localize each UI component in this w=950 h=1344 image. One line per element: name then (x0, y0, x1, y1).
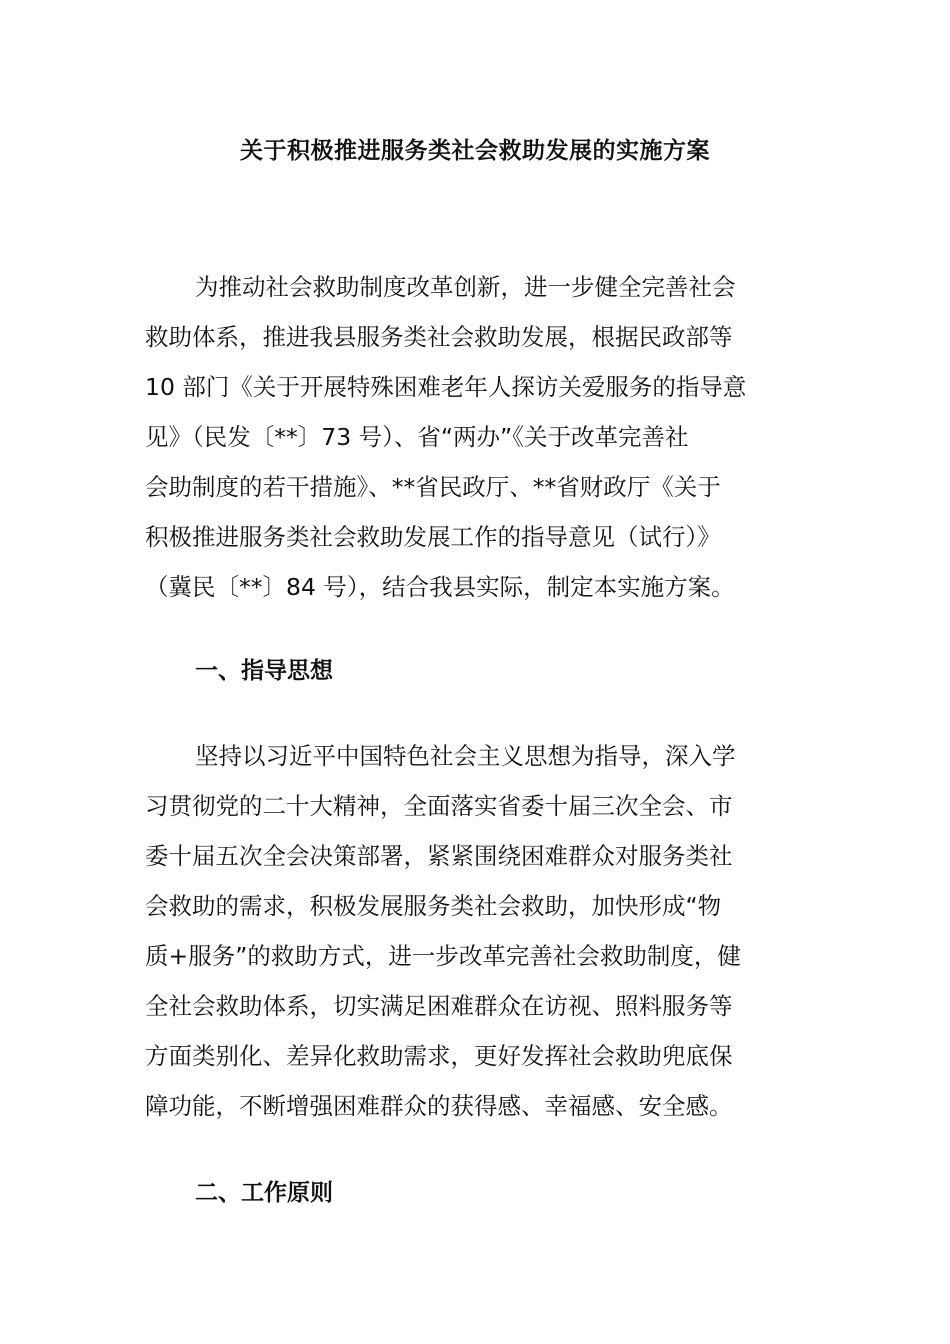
paragraph-line: 救助体系，推进我县服务类社会救助发展，根据民政部等 (145, 323, 733, 351)
paragraph-line: （冀民〔**〕84 号），结合我县实际，制定本实施方案。 (145, 573, 735, 601)
paragraph-line: 委十届五次全会决策部署，紧紧围绕困难群众对服务类社 (145, 842, 733, 870)
guiding-ideology-paragraph (145, 731, 805, 1131)
paragraph-line: 方面类别化、差异化救助需求，更好发挥社会救助兜底保 (145, 1042, 733, 1070)
paragraph-line: 障功能，不断增强困难群众的获得感、幸福感、安全感。 (145, 1092, 733, 1120)
document-title: 关于积极推进服务类社会救助发展的实施方案 (240, 138, 710, 164)
paragraph-line: 全社会救助体系，切实满足困难群众在访视、照料服务等 (145, 992, 733, 1020)
paragraph-line: 会救助的需求，积极发展服务类社会救助，加快形成“物 (145, 892, 722, 920)
paragraph-line: 积极推进服务类社会救助发展工作的指导意见（试行）》 (145, 523, 721, 551)
paragraph-line: 质+服务”的救助方式，进一步改革完善社会救助制度，健 (145, 942, 741, 970)
section-heading-guiding-ideology: 一、指导思想 (195, 658, 333, 684)
intro-paragraph (145, 262, 805, 612)
paragraph-line: 为推动社会救助制度改革创新，进一步健全完善社会 (195, 273, 736, 301)
paragraph-line: 习贯彻党的二十大精神，全面落实省委十届三次全会、市 (145, 792, 733, 820)
section-heading-work-principles: 二、工作原则 (195, 1180, 333, 1206)
paragraph-line: 坚持以习近平中国特色社会主义思想为指导，深入学 (195, 742, 736, 770)
paragraph-line: 见》（民发〔**〕73 号）、省“两办”《关于改革完善社 (145, 423, 689, 451)
paragraph-line: 会助制度的若干措施》、**省民政厅、**省财政厅《关于 (145, 473, 721, 501)
paragraph-line: 10 部门《关于开展特殊困难老年人探访关爱服务的指导意 (145, 373, 747, 401)
